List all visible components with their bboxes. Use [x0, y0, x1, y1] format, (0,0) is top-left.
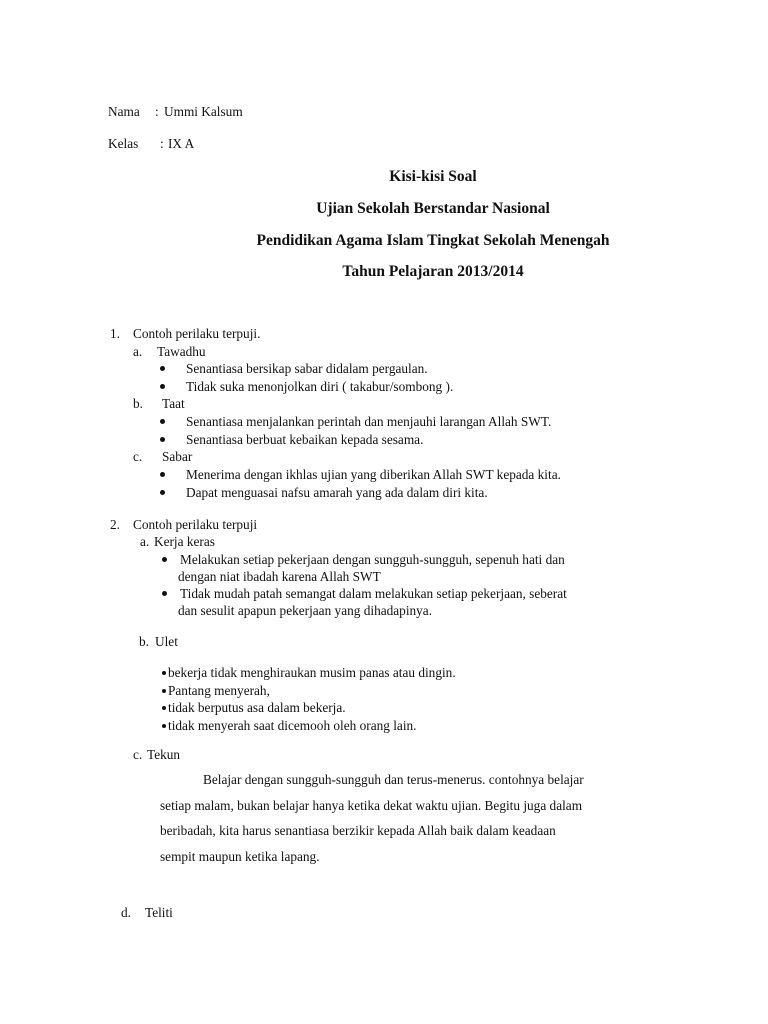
- item-label: Sabar: [162, 449, 193, 464]
- item-label: Ulet: [155, 634, 178, 649]
- list-item: tidak berputus asa dalam bekerja.: [162, 701, 346, 714]
- paragraph-line: Belajar dengan sungguh-sungguh dan terus-menerus. contohnya belajar: [203, 772, 584, 787]
- item-letter: b.: [139, 634, 149, 649]
- bullet-text-line2: dan sesulit apapun pekerjaan yang dihadapinya.: [178, 603, 433, 618]
- bullet-icon: [162, 724, 166, 728]
- bullet-icon: [162, 671, 166, 675]
- bullet-icon: [162, 591, 167, 596]
- bullet-text: Menerima dengan ikhlas ujian yang diberikan Allah SWT kepada kita.: [186, 467, 561, 482]
- kelas-label: Kelas: [108, 136, 139, 151]
- nama-separator: :: [155, 104, 159, 119]
- title-line-1: Kisi-kisi Soal: [389, 168, 477, 185]
- bullet-icon: [160, 419, 165, 424]
- item-label: Taat: [162, 396, 185, 411]
- kelas-separator: :: [160, 136, 164, 151]
- bullet-icon: [160, 384, 165, 389]
- bullet-text: Dapat menguasai nafsu amarah yang ada dalam diri kita.: [186, 485, 488, 500]
- paragraph-line: setiap malam, bukan belajar hanya ketika dekat waktu ujian. Begitu juga dalam: [160, 798, 583, 813]
- bullet-text-line1: Tidak mudah patah semangat dalam melakukan setiap pekerjaan, seberat: [180, 586, 567, 601]
- paragraph-line: sempit maupun ketika lapang.: [160, 849, 320, 864]
- title-line-4: Tahun Pelajaran 2013/2014: [342, 263, 524, 280]
- section-heading: Contoh perilaku terpuji.: [133, 326, 261, 341]
- section-heading: Contoh perilaku terpuji: [133, 517, 258, 532]
- nama-value: Ummi Kalsum: [164, 104, 243, 119]
- item-letter: c.: [133, 449, 143, 464]
- bullet-text-line2: dengan niat ibadah karena Allah SWT: [178, 569, 381, 584]
- item-label: Tekun: [147, 747, 181, 762]
- item-label: Kerja keras: [154, 534, 215, 549]
- bullet-text: Tidak suka menonjolkan diri ( takabur/sombong ).: [186, 379, 454, 394]
- bullet-text: Senantiasa berbuat kebaikan kepada sesama.: [186, 432, 424, 447]
- item-letter: b.: [133, 396, 143, 411]
- paragraph-line: beribadah, kita harus senantiasa berzikir kepada Allah baik dalam keadaan: [160, 823, 556, 838]
- bullet-text-line1: Melakukan setiap pekerjaan dengan sungguh-sungguh, sepenuh hati dan: [180, 552, 565, 567]
- item-label: Tawadhu: [157, 344, 206, 359]
- kelas-value: IX A: [168, 136, 195, 151]
- bullet-icon: [160, 472, 165, 477]
- item-letter: a.: [133, 344, 143, 359]
- title-line-2: Ujian Sekolah Berstandar Nasional: [316, 200, 550, 217]
- bullet-icon: [162, 689, 166, 693]
- section-number: 1.: [110, 326, 120, 341]
- item-label: Teliti: [145, 905, 173, 920]
- item-letter: c.: [133, 747, 143, 762]
- list-item: Pantang menyerah,: [162, 684, 270, 697]
- bullet-icon: [160, 437, 165, 442]
- list-item: bekerja tidak menghiraukan musim panas atau dingin.: [162, 666, 456, 679]
- nama-label: Nama: [108, 104, 140, 119]
- list-item: tidak menyerah saat dicemooh oleh orang lain.: [162, 719, 417, 732]
- section-number: 2.: [110, 517, 120, 532]
- bullet-text: Senantiasa bersikap sabar didalam pergaulan.: [186, 361, 428, 376]
- item-letter: d.: [121, 905, 131, 920]
- bullet-icon: [162, 706, 166, 710]
- bullet-icon: [160, 366, 165, 371]
- bullet-icon: [162, 557, 167, 562]
- bullet-text: Senantiasa menjalankan perintah dan menjauhi larangan Allah SWT.: [186, 414, 552, 429]
- title-line-3: Pendidikan Agama Islam Tingkat Sekolah Menengah: [256, 232, 610, 249]
- bullet-icon: [160, 490, 165, 495]
- item-letter: a.: [140, 534, 150, 549]
